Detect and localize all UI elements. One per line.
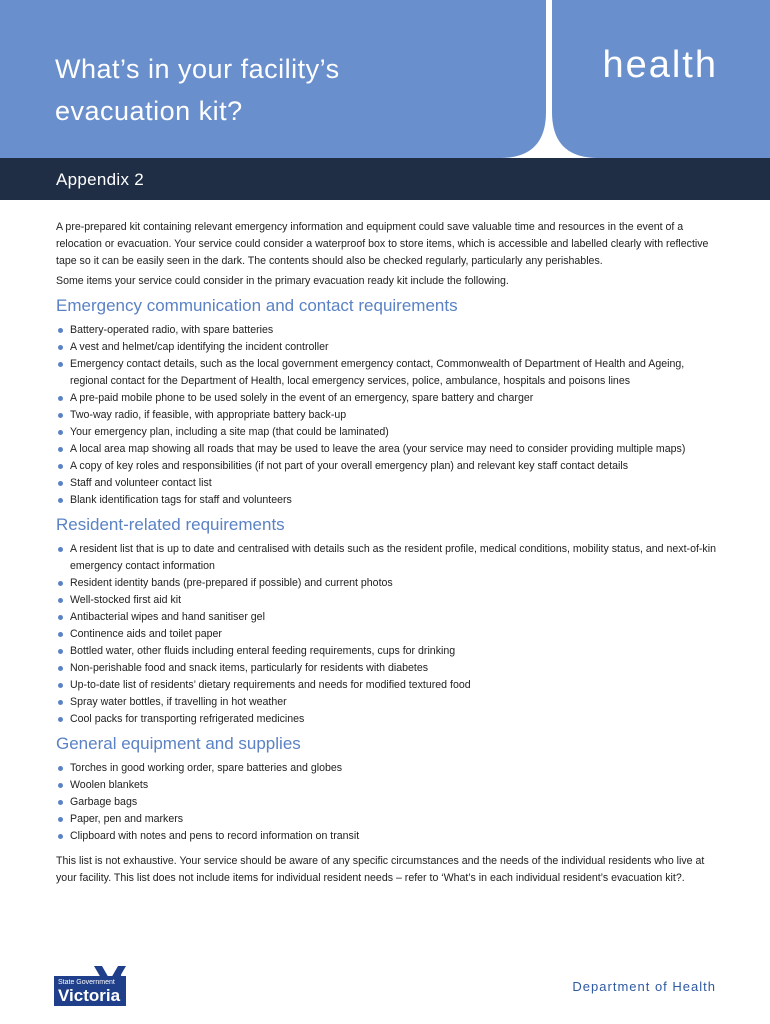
intro-paragraph: A pre-prepared kit containing relevant emergency information and equipment could save valuable time and resources in the event of a relocation or evacuation. Your service could consider a waterproof box to store items, which is accessible and labelled clearly with reflective tape so it can be easily seen in the dark. The contents should also be checked regularly, particularly any perishables. [56, 221, 709, 267]
bullet-icon [58, 345, 63, 350]
bullet-icon [58, 447, 63, 452]
list-item: A resident list that is up to date and centralised with details such as the resident profile, medical conditions, mobility status, and next-of-kin emergency contact information [56, 541, 716, 575]
bullet-icon [58, 598, 63, 603]
bullet-icon [58, 396, 63, 401]
section-heading-equipment: General equipment and supplies [56, 734, 301, 753]
bullet-icon [58, 783, 63, 788]
list-item: A copy of key roles and responsibilities (if not part of your overall emergency plan) and relevant key staff contact details [56, 458, 716, 475]
bullet-icon [58, 766, 63, 771]
list-item: Torches in good working order, spare batteries and globes [56, 760, 716, 777]
list-item: Non-perishable food and snack items, particularly for residents with diabetes [56, 660, 716, 677]
list-item: Clipboard with notes and pens to record information on transit [56, 828, 716, 845]
list-item: Staff and volunteer contact list [56, 475, 716, 492]
bullet-icon [58, 683, 63, 688]
bullet-icon [58, 717, 63, 722]
list-item: Resident identity bands (pre-prepared if possible) and current photos [56, 575, 716, 592]
list-item: Well-stocked first aid kit [56, 592, 716, 609]
bullet-icon [58, 615, 63, 620]
intro-paragraph: Some items your service could consider in the primary evacuation ready kit include the following. [56, 275, 509, 287]
bullet-icon [58, 547, 63, 552]
list-item: A pre-paid mobile phone to be used solely in the event of an emergency, spare battery and charger [56, 390, 716, 407]
list-item: Paper, pen and markers [56, 811, 716, 828]
title-line-2: evacuation kit? [55, 96, 243, 126]
list-item: Your emergency plan, including a site map (that could be laminated) [56, 424, 716, 441]
section-heading-communication: Emergency communication and contact requirements [56, 296, 458, 315]
list-item: Cool packs for transporting refrigerated medicines [56, 711, 716, 728]
bullet-icon [58, 362, 63, 367]
list-item: A local area map showing all roads that may be used to leave the area (your service may need to consider providing multiple maps) [56, 441, 716, 458]
bullet-icon [58, 649, 63, 654]
list-item: Spray water bottles, if travelling in hot weather [56, 694, 716, 711]
list-item: Up-to-date list of residents’ dietary requirements and needs for modified textured food [56, 677, 716, 694]
document-body [56, 219, 716, 890]
bullet-icon [58, 800, 63, 805]
list-item: Battery-operated radio, with spare batteries [56, 322, 716, 339]
logo-small-text: State Government [58, 979, 115, 986]
list-item: Antibacterial wipes and hand sanitiser gel [56, 609, 716, 626]
bullet-icon [58, 700, 63, 705]
list-item: Emergency contact details, such as the local government emergency contact, Commonwealth of Department of Health and Ageing, regional contact for the Department of Health, local emergency services, police, ambulance, hospitals and poisons lines [56, 356, 716, 390]
bullet-icon [58, 413, 63, 418]
bullet-icon [58, 581, 63, 586]
list-item: A vest and helmet/cap identifying the incident controller [56, 339, 716, 356]
bullet-icon [58, 666, 63, 671]
bullet-icon [58, 430, 63, 435]
page-title [55, 48, 495, 132]
resident-list [56, 541, 716, 728]
bullet-icon [58, 834, 63, 839]
title-line-1: What’s in your facility’s [55, 54, 340, 84]
communication-list [56, 322, 716, 509]
appendix-label: Appendix 2 [56, 170, 145, 189]
health-wordmark: health [602, 44, 718, 86]
department-name: Department of Health [572, 979, 716, 994]
section-heading-resident: Resident-related requirements [56, 515, 285, 534]
list-item: Woolen blankets [56, 777, 716, 794]
list-item: Bottled water, other fluids including enteral feeding requirements, cups for drinking [56, 643, 716, 660]
list-item: Garbage bags [56, 794, 716, 811]
list-item: Blank identification tags for staff and volunteers [56, 492, 716, 509]
equipment-list [56, 760, 716, 845]
bullet-icon [58, 328, 63, 333]
bullet-icon [58, 817, 63, 822]
bullet-icon [58, 498, 63, 503]
bullet-icon [58, 464, 63, 469]
bullet-icon [58, 481, 63, 486]
logo-large-text: Victoria [58, 986, 121, 1005]
victoria-logo [54, 966, 128, 1006]
bullet-icon [58, 632, 63, 637]
closing-paragraph: This list is not exhaustive. Your service should be aware of any specific circumstances and the needs of the individual residents who live at your facility. This list does not include items for individual resident needs – refer to ‘What’s in each individual resident’s evacuation kit?. [56, 855, 705, 884]
list-item: Continence aids and toilet paper [56, 626, 716, 643]
list-item: Two-way radio, if feasible, with appropriate battery back-up [56, 407, 716, 424]
